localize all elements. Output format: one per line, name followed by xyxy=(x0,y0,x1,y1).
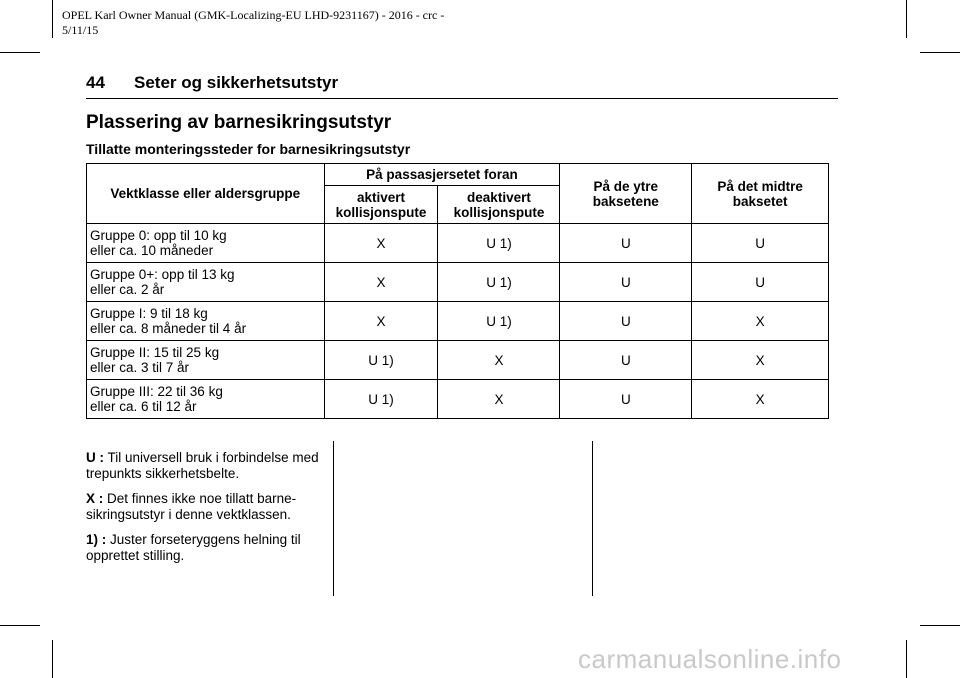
note-key: U : xyxy=(86,450,104,465)
cell-airbag-active: X xyxy=(324,263,438,302)
cell-airbag-inactive: U 1) xyxy=(438,263,560,302)
mounting-table xyxy=(86,163,829,419)
table-row xyxy=(87,263,829,302)
print-metadata-line2: 5/11/15 xyxy=(62,23,99,37)
cell-airbag-inactive: X xyxy=(438,341,560,380)
group-age: eller ca. 3 til 7 år xyxy=(90,360,190,375)
cell-airbag-inactive: U 1) xyxy=(438,302,560,341)
group-cell xyxy=(87,224,325,263)
crop-mark xyxy=(0,625,40,626)
cell-middle-rear: X xyxy=(692,380,829,419)
table-row xyxy=(87,341,829,380)
column-divider xyxy=(333,441,334,596)
group-weight: Gruppe II: 15 til 25 kg xyxy=(90,345,220,360)
print-metadata xyxy=(62,8,444,38)
header-middle-rear-seat: På det midtre baksetet xyxy=(692,164,829,224)
watermark: carmanualsonline.info xyxy=(578,644,842,674)
group-cell xyxy=(87,341,325,380)
column-divider xyxy=(592,441,593,596)
header-rule xyxy=(86,98,838,99)
note-text: Det finnes ikke noe tillatt barne-sikringsutstyr i denne vektklassen. xyxy=(86,491,297,522)
cell-middle-rear: U xyxy=(692,224,829,263)
note-u xyxy=(86,450,326,482)
group-age: eller ca. 10 måneder xyxy=(90,243,214,258)
table-row xyxy=(87,380,829,419)
group-cell xyxy=(87,380,325,419)
cell-outer-rear: U xyxy=(560,341,692,380)
cell-airbag-inactive: U 1) xyxy=(438,224,560,263)
cell-outer-rear: U xyxy=(560,224,692,263)
header-outer-rear-seats: På de ytre baksetene xyxy=(560,164,692,224)
cell-airbag-active: X xyxy=(324,302,438,341)
group-cell xyxy=(87,302,325,341)
group-age: eller ca. 2 år xyxy=(90,282,165,297)
group-age: eller ca. 6 til 12 år xyxy=(90,399,197,414)
page-number: 44 xyxy=(86,73,105,92)
crop-mark xyxy=(0,52,40,53)
header-airbag-inactive: deaktivert kollisjonspute xyxy=(438,186,560,224)
header-weight-class: Vektklasse eller aldersgruppe xyxy=(87,164,325,224)
page-header xyxy=(86,73,338,93)
header-front-passenger-seat: På passasjersetet foran xyxy=(324,164,560,186)
crop-mark xyxy=(906,640,907,678)
section-title: Plassering av barnesikringsutstyr xyxy=(86,112,392,133)
cell-airbag-active: U 1) xyxy=(324,341,438,380)
cell-outer-rear: U xyxy=(560,302,692,341)
note-key: 1) : xyxy=(86,532,107,547)
note-key: X : xyxy=(86,491,104,506)
crop-mark xyxy=(906,0,907,38)
header-airbag-active: aktivert kollisjonspute xyxy=(324,186,438,224)
note-1 xyxy=(86,532,326,564)
group-weight: Gruppe 0: opp til 10 kg xyxy=(90,228,227,243)
note-text: Juster forseteryggens helning til opprettet stilling. xyxy=(86,532,301,563)
table-row xyxy=(87,224,829,263)
group-weight: Gruppe I: 9 til 18 kg xyxy=(90,306,208,321)
note-x xyxy=(86,491,326,523)
crop-mark xyxy=(920,625,960,626)
group-weight: Gruppe 0+: opp til 13 kg xyxy=(90,267,235,282)
cell-airbag-active: U 1) xyxy=(324,380,438,419)
crop-mark xyxy=(920,52,960,53)
legend-notes xyxy=(86,450,326,573)
cell-airbag-inactive: X xyxy=(438,380,560,419)
cell-outer-rear: U xyxy=(560,263,692,302)
crop-mark xyxy=(52,0,53,38)
table-row xyxy=(87,302,829,341)
group-age: eller ca. 8 måneder til 4 år xyxy=(90,321,247,336)
note-text: Til universell bruk i forbindelse med trepunkts sikkerhetsbelte. xyxy=(86,450,319,481)
crop-mark xyxy=(52,640,53,678)
group-cell xyxy=(87,263,325,302)
chapter-title: Seter og sikkerhetsutstyr xyxy=(134,73,339,92)
cell-middle-rear: X xyxy=(692,302,829,341)
cell-middle-rear: U xyxy=(692,263,829,302)
cell-airbag-active: X xyxy=(324,224,438,263)
table-caption: Tillatte monteringssteder for barnesikringsutstyr xyxy=(86,141,411,157)
cell-middle-rear: X xyxy=(692,341,829,380)
print-metadata-line1: OPEL Karl Owner Manual (GMK-Localizing-EU LHD-9231167) - 2016 - crc - xyxy=(62,8,445,22)
group-weight: Gruppe III: 22 til 36 kg xyxy=(90,384,223,399)
cell-outer-rear: U xyxy=(560,380,692,419)
